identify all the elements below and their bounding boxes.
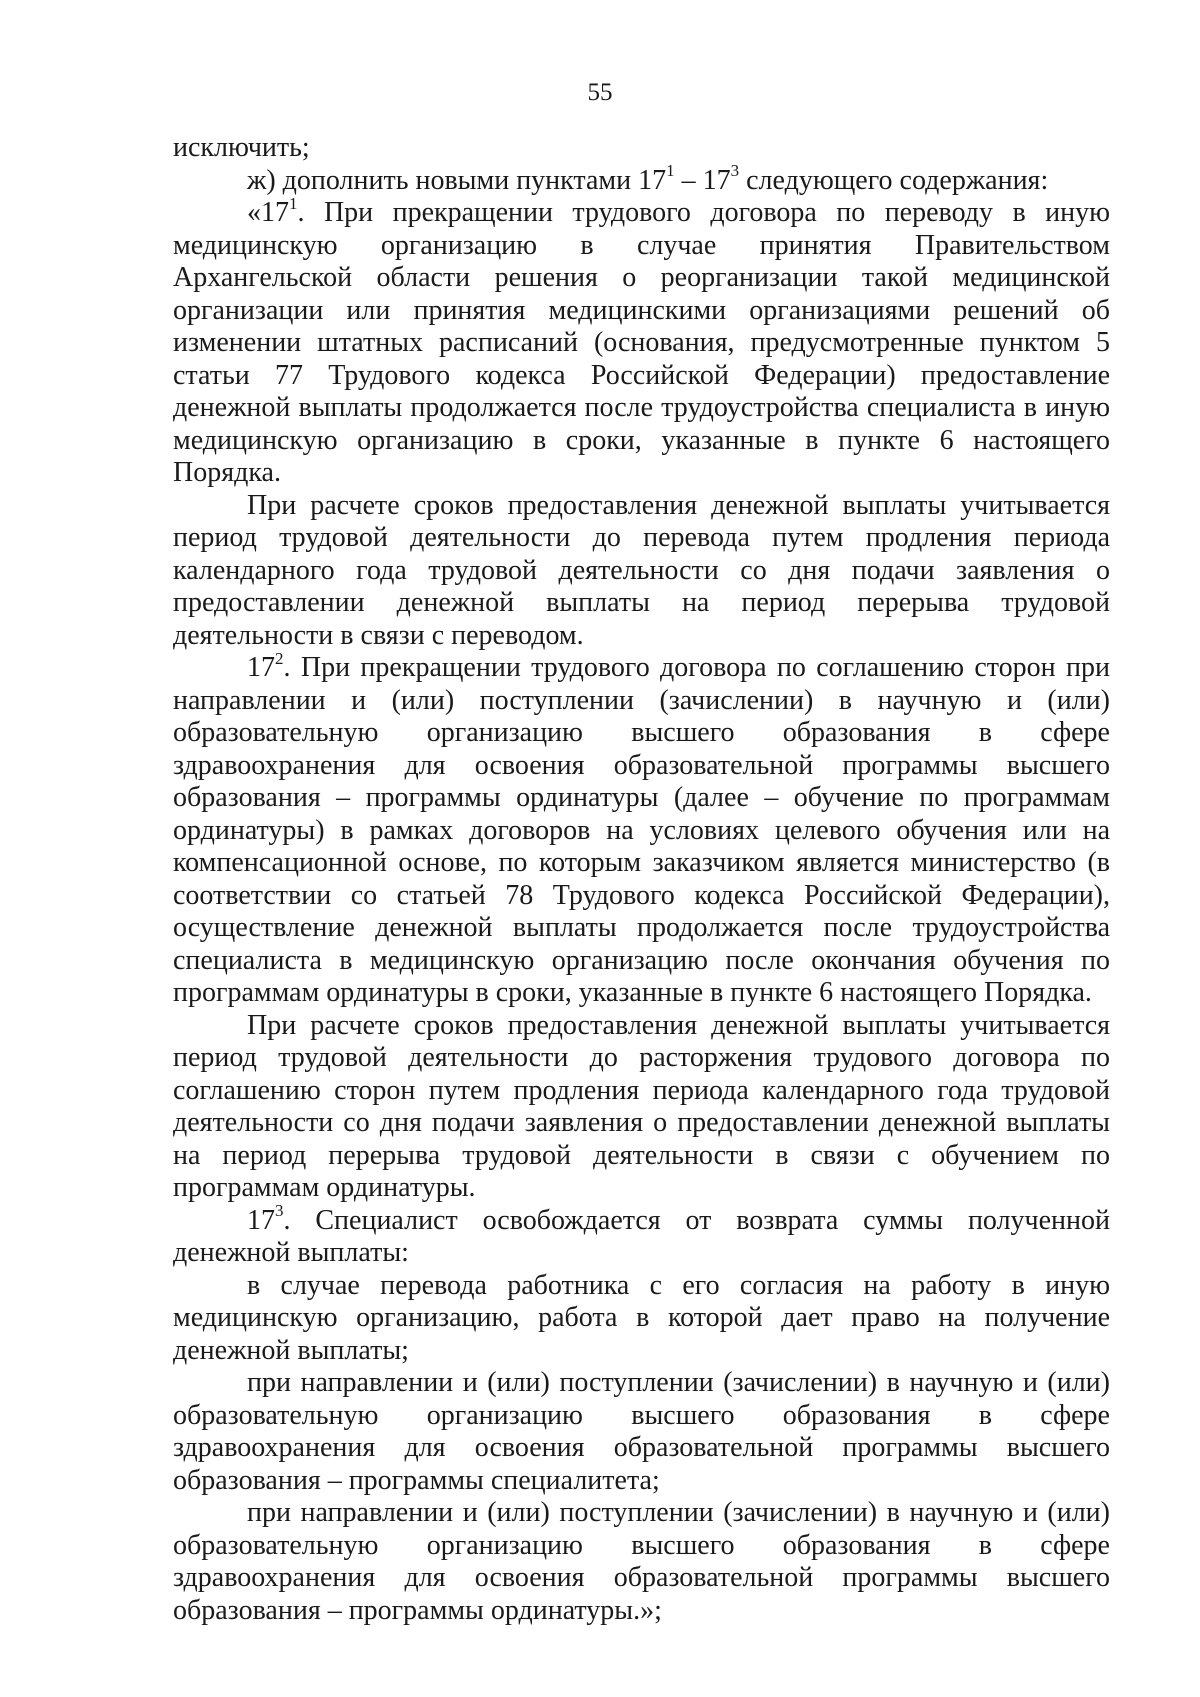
paragraph-exemption-specialist: при направлении и (или) поступлении (зачислении) в научную и (или) образовательную организацию высшего образования в сфере здравоохранения для освоения образовательной программы высшего образования – программы специалитета; — [173, 1367, 1110, 1496]
paragraph-exclude: исключить; — [173, 132, 310, 163]
paragraph-point-17-2 — [173, 648, 1110, 1010]
text-span: следующего содержания: — [739, 164, 1049, 196]
superscript: 3 — [275, 1201, 284, 1221]
text-span: ж) дополнить новыми пунктами 17 — [247, 164, 667, 196]
text-span: – 17 — [674, 164, 731, 196]
page-number: 55 — [587, 79, 613, 106]
text-span: . При прекращении трудового договора по соглашению сторон при направлении и (или) поступлении (зачислении) в научную и (или) образовательную организацию высшего образования в сфере здравоохранения для освоения образовательной программы высшего образования – программы ординатуры (далее – обучение по программам ординатуры) в рамках договоров на условиях целевого обучения или на компенсационной основе, по которым заказчиком является министерство (в соответствии со статьей 78 Трудового кодекса Российской Федерации), осуществление денежной выплаты продолжается после трудоустройства специалиста в медицинскую организацию после окончания обучения по программам ординатуры в сроки, указанные в пункте 6 настоящего Порядка. — [173, 652, 1110, 1008]
text-span: 17 — [247, 1204, 275, 1236]
superscript: 2 — [275, 648, 284, 668]
text-span: 17 — [247, 652, 275, 683]
superscript: 3 — [730, 161, 740, 181]
text-span: «17 — [247, 197, 289, 228]
paragraph-point-17-3 — [173, 1201, 1110, 1270]
paragraph-item-zh — [173, 161, 1110, 198]
superscript: 1 — [289, 193, 298, 213]
paragraph-transfer-terms: При расчете сроков предоставления денежной выплаты учитывается период трудовой деятельности до перевода путем продления периода календарного года трудовой деятельности со дня подачи заявления о предоставлении денежной выплаты на период перерыва трудовой деятельности в связи с переводом. — [173, 489, 1110, 651]
paragraph-exemption-residency: при направлении и (или) поступлении (зачислении) в научную и (или) образовательную организацию высшего образования в сфере здравоохранения для освоения образовательной программы высшего образования – программы ординатуры.»; — [173, 1497, 1110, 1626]
document-body — [173, 132, 1110, 1627]
paragraph-point-17-1 — [173, 193, 1110, 490]
paragraph-study-terms: При расчете сроков предоставления денежной выплаты учитывается период трудовой деятельности до расторжения трудового договора по соглашению сторон путем продления периода календарного года трудовой деятельности со дня подачи заявления о предоставлении денежной выплаты на период перерыва трудовой деятельности в связи с обучением по программам ординатуры. — [173, 1009, 1110, 1203]
text-span: . Специалист освобождается от возврата суммы полученной денежной выплаты: — [173, 1204, 1110, 1268]
paragraph-exemption-transfer: в случае перевода работника с его согласия на работу в иную медицинскую организацию, работа в которой дает право на получение денежной выплаты; — [173, 1269, 1110, 1366]
superscript: 1 — [666, 161, 675, 181]
text-span: . При прекращении трудового договора по переводу в иную медицинскую организацию в случае принятия Правительством Архангельской области решения о реорганизации такой медицинской организации или принятия медицинскими организациями решений об изменении штатных расписаний (основания, предусмотренные пунктом 5 статьи 77 Трудового кодекса Российской Федерации) предоставление денежной выплаты продолжается после трудоустройства специалиста в иную медицинскую организацию в сроки, указанные в пункте 6 настоящего Порядка. — [173, 197, 1110, 488]
